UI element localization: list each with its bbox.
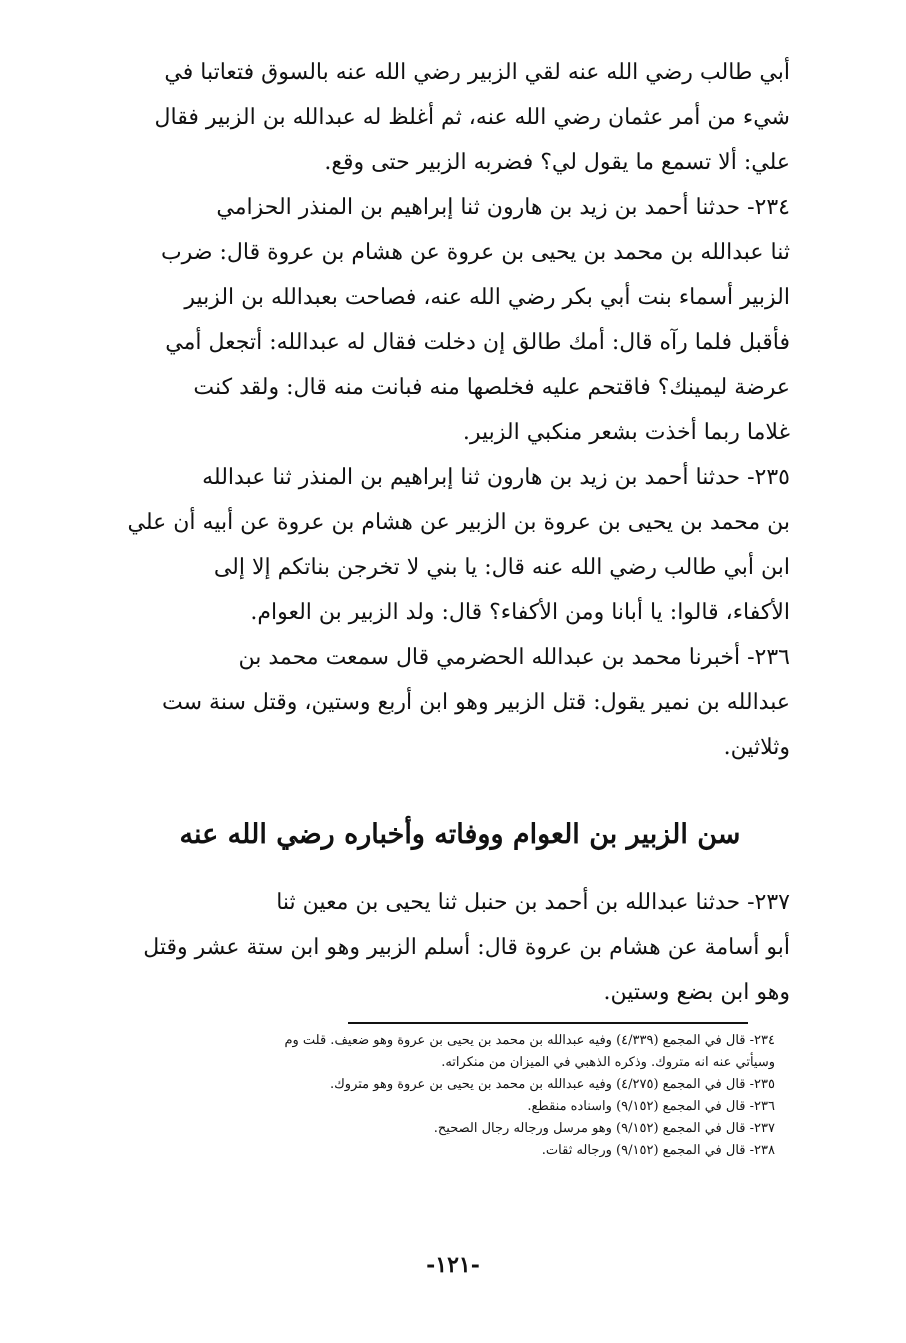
text-line: أبي طالب رضي الله عنه لقي الزبير رضي الله عنه بالسوق فتعاتبا في [164,60,790,85]
text-line: أبو أسامة عن هشام بن عروة قال: أسلم الزبير وهو ابن ستة عشر وقتل [143,935,790,960]
footnotes [95,1030,775,1162]
text-line: عبدالله بن نمير يقول: قتل الزبير وهو ابن أربع وستين، وقتل سنة ست [162,690,790,715]
text-line: علي: ألا تسمع ما يقول لي؟ فضربه الزبير حتى وقع. [324,150,790,175]
footnote-line: ٢٣٦- قال في المجمع (٩/١٥٢) واسناده منقطع. [527,1099,775,1114]
footnote-line: ٢٣٥- قال في المجمع (٤/٢٧٥) وفيه عبدالله بن محمد بن يحيى بن عروة وهو متروك. [329,1077,775,1092]
hadith-236-line: ٢٣٦- أخبرنا محمد بن عبدالله الحضرمي قال سمعت محمد بن [238,645,790,670]
text-line: وهو ابن بضع وستين. [603,980,790,1005]
footnote-line: ٢٣٨- قال في المجمع (٩/١٥٢) ورجاله ثقات. [541,1143,775,1158]
hadith-237-line: ٢٣٧- حدثنا عبدالله بن أحمد بن حنبل ثنا يحيى بن معين ثنا [276,890,790,915]
text-line: ابن أبي طالب رضي الله عنه قال: يا بني لا تخرجن بناتكم إلا إلى [213,555,790,580]
hadith-234-line: ٢٣٤- حدثنا أحمد بن زيد بن هارون ثنا إبراهيم بن المنذر الحزامي [216,195,790,220]
hadith-235-line: ٢٣٥- حدثنا أحمد بن زيد بن هارون ثنا إبراهيم بن المنذر ثنا عبدالله [202,465,790,490]
page-number: -١٢١- [426,1252,480,1278]
text-line: فأقبل فلما رآه قال: أمك طالق إن دخلت فقال له عبدالله: أتجعل أمي [165,330,790,355]
footnote-line: ٢٣٤- قال في المجمع (٤/٣٣٩) وفيه عبدالله بن محمد بن يحيى بن عروة وهو ضعيف. قلت وم [284,1033,775,1048]
text-line: شيء من أمر عثمان رضي الله عنه، ثم أغلظ له عبدالله بن الزبير فقال [154,105,790,130]
text-line: الزبير أسماء بنت أبي بكر رضي الله عنه، فصاحت بعبدالله بن الزبير [184,285,790,310]
footnote-line: ٢٣٧- قال في المجمع (٩/١٥٢) وهو مرسل ورجاله رجال الصحيح. [433,1121,775,1136]
text-line: وثلاثين. [723,735,790,760]
footnote-divider [348,1022,748,1024]
section-text [110,880,790,1015]
text-line: عرضة ليمينك؟ فاقتحم عليه فخلصها منه فبانت منه قال: ولقد كنت [193,375,790,400]
text-line: غلاما ربما أخذت بشعر منكبي الزبير. [462,420,790,445]
main-text [110,50,790,770]
section-heading: سن الزبير بن العوام ووفاته وأخباره رضي الله عنه [179,819,741,850]
text-line: ثنا عبدالله بن محمد بن يحيى بن عروة عن هشام بن عروة قال: ضرب [160,240,790,265]
text-line: الأكفاء، قالوا: يا أبانا ومن الأكفاء؟ قال: ولد الزبير بن العوام. [250,600,790,625]
footnote-line: وسيأتي عنه انه متروك. وذكره الذهبي في الميزان من منكراته. [441,1055,775,1070]
text-line: بن محمد بن يحيى بن عروة بن الزبير عن هشام بن عروة عن أبيه أن علي [127,510,790,535]
